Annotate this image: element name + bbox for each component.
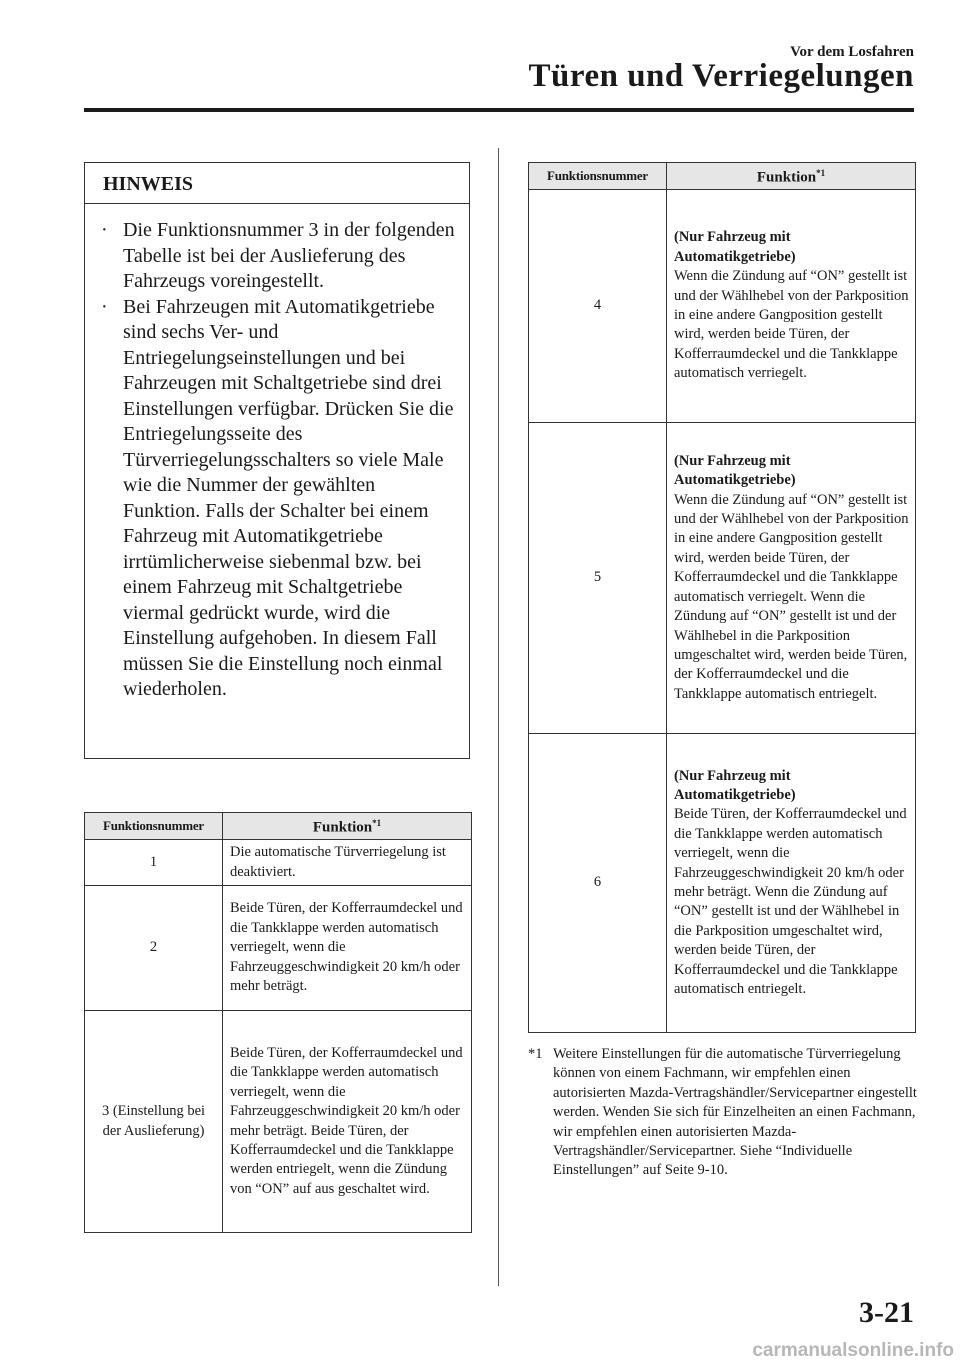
table-header-row bbox=[85, 813, 472, 840]
page-title: Türen und Verriegelungen bbox=[528, 58, 914, 94]
table-row bbox=[85, 1011, 472, 1233]
function-description: (Nur Fahrzeug mit Automatikgetriebe) Beide Türen, der Kofferraumdeckel und die Tankklappe werden automatisch verriegelt, wenn die Fahrzeuggeschwindigkeit 20 km/h oder mehr beträgt. Wenn die Zündung auf “ON” gestellt ist und der Wählhebel in die Parkposition umgeschaltet wird, werden beide Türen, der Kofferraumdeckel und die Tankklappe automatisch entriegelt. bbox=[667, 734, 916, 1033]
footnote-reference: *1 bbox=[372, 817, 382, 828]
header-function: Funktion$^{*1}$ bbox=[667, 163, 916, 190]
vehicle-condition: (Nur Fahrzeug mit Automatikgetriebe) bbox=[674, 767, 796, 803]
footnote-marker: *1 bbox=[528, 1046, 543, 1062]
column-divider bbox=[498, 148, 499, 1286]
vehicle-condition: (Nur Fahrzeug mit Automatikgetriebe) bbox=[674, 229, 796, 265]
header-rule bbox=[84, 108, 914, 112]
table-row bbox=[529, 423, 916, 734]
footnote bbox=[528, 1045, 920, 1181]
note-title: HINWEIS bbox=[85, 163, 469, 204]
page-number: 3-21 bbox=[859, 1296, 914, 1329]
header-function-number: Funktionsnummer bbox=[529, 163, 667, 190]
function-number: 4 bbox=[529, 190, 667, 423]
table-row bbox=[85, 886, 472, 1011]
header-function: Funktion$^{*1}$ bbox=[223, 813, 472, 840]
function-number: 3 (Einstellung bei der Auslieferung) bbox=[85, 1011, 223, 1233]
function-table-part-1 bbox=[84, 812, 472, 1233]
table-header-row bbox=[529, 163, 916, 190]
bullet-dot-icon: · bbox=[101, 219, 108, 241]
function-description: Beide Türen, der Kofferraumdeckel und die Tankklappe werden automatisch verriegelt, wenn die Fahrzeuggeschwindigkeit 20 km/h oder mehr beträgt. bbox=[223, 886, 472, 1011]
note-bullet bbox=[101, 295, 457, 703]
footnote-text: Weitere Einstellungen für die automatische Türverriegelung können von einem Fachmann, wir empfehlen einen autorisierten Mazda-Vertragshändler/Servicepartner eingestellt werden. Wenden Sie sich für Einzelheiten an einen Fachmann, wir empfehlen einen autorisierten Mazda-Vertragshändler/Servicepartner. Siehe “Individuelle Einstellungen” auf Seite 9-10. bbox=[553, 1046, 917, 1179]
section-heading: Vor dem Losfahren bbox=[790, 44, 914, 60]
note-bullet bbox=[101, 218, 457, 295]
bullet-dot-icon: · bbox=[101, 295, 108, 318]
function-table-part-2 bbox=[528, 162, 916, 1033]
note-box bbox=[84, 162, 470, 759]
function-number: 5 bbox=[529, 423, 667, 734]
function-description: (Nur Fahrzeug mit Automatikgetriebe) Wenn die Zündung auf “ON” gestellt ist und der Wählhebel von der Parkposition in eine andere Gangposition gestellt wird, werden beide Türen, der Kofferraumdeckel und die Tankklappe automatisch verriegelt. Wenn die Zündung auf “ON” gestellt ist und der Wählhebel in die Parkposition umgeschaltet wird, werden beide Türen, der Kofferraumdeckel und die Tankklappe automatisch entriegelt. bbox=[667, 423, 916, 734]
note-list bbox=[85, 204, 469, 703]
function-number: 6 bbox=[529, 734, 667, 1033]
vehicle-condition: (Nur Fahrzeug mit Automatikgetriebe) bbox=[674, 452, 796, 489]
table-row bbox=[529, 190, 916, 423]
note-bullet-text: Die Funktionsnummer 3 in der folgenden Tabelle ist bei der Auslieferung des Fahrzeugs voreingestellt. bbox=[123, 219, 455, 292]
function-description: Die automatische Türverriegelung ist deaktiviert. bbox=[223, 840, 472, 886]
function-number: 1 bbox=[85, 840, 223, 886]
watermark: carmanualsonline.info bbox=[752, 1340, 954, 1361]
note-bullet-text: Bei Fahrzeugen mit Automatikgetriebe sind sechs Ver- und Entriegelungseinstellungen und bei Fahrzeugen mit Schaltgetriebe sind drei Einstellungen verfügbar. Drücken Sie die Entriegelungsseite des Türverriegelungsschalters so viele Male wie die Nummer der gewählten Funktion. Falls der Schalter bei einem Fahrzeug mit Automatikgetriebe irrtümlicherweise siebenmal bzw. bei einem Fahrzeug mit Schaltgetriebe viermal gedrückt wurde, wird die Einstellung aufgehoben. In diesem Fall müssen Sie die Einstellung noch einmal wiederholen. bbox=[123, 295, 454, 700]
function-description: (Nur Fahrzeug mit Automatikgetriebe) Wenn die Zündung auf “ON” gestellt ist und der Wählhebel von der Parkposition in eine andere Gangposition gestellt wird, werden beide Türen, der Kofferraumdeckel und die Tankklappe automatisch verriegelt. bbox=[667, 190, 916, 423]
table-row bbox=[529, 734, 916, 1033]
footnote-reference: *1 bbox=[816, 167, 826, 178]
header-function-number: Funktionsnummer bbox=[85, 813, 223, 840]
function-number: 2 bbox=[85, 886, 223, 1011]
function-description: Beide Türen, der Kofferraumdeckel und die Tankklappe werden automatisch verriegelt, wenn die Fahrzeuggeschwindigkeit 20 km/h oder mehr beträgt. Beide Türen, der Kofferraumdeckel und die Tankklappe werden entriegelt, wenn die Zündung von “ON” auf aus geschaltet wird. bbox=[223, 1011, 472, 1233]
table-row bbox=[85, 840, 472, 886]
